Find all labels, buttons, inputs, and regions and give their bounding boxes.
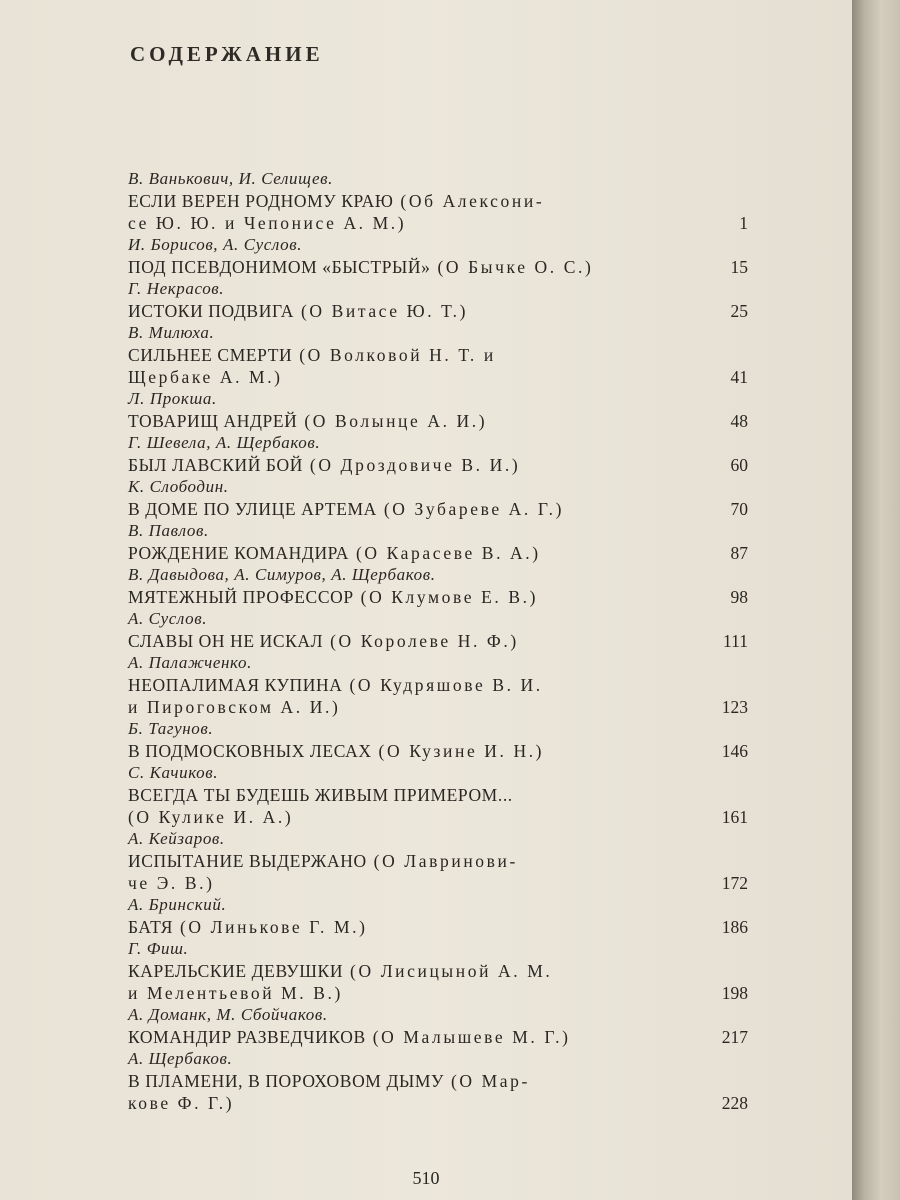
toc-entry-title: РОЖДЕНИЕ КОМАНДИРА [128, 543, 350, 563]
toc-entry-title: ИСПЫТАНИЕ ВЫДЕРЖАНО [128, 851, 367, 871]
toc-entry-title: ВСЕГДА ТЫ БУДЕШЬ ЖИВЫМ ПРИМЕРОМ... [128, 785, 513, 805]
toc-entry-title: ЕСЛИ ВЕРЕН РОДНОМУ КРАЮ [128, 191, 394, 211]
toc-entry-title: СИЛЬНЕЕ СМЕРТИ [128, 345, 293, 365]
toc-entry-title-line [128, 454, 696, 476]
toc-entry-title-row [128, 344, 748, 388]
toc-entry-title-line [128, 366, 696, 388]
toc-entry-title-line [128, 630, 696, 652]
toc-entry-author: К. Слободин. [128, 477, 229, 496]
toc-entry-author: В. Давыдова, А. Симуров, А. Щербаков. [128, 565, 436, 584]
toc-entry-page: 25 [730, 301, 748, 321]
toc-entry-title: КОМАНДИР РАЗВЕДЧИКОВ [128, 1027, 366, 1047]
toc-entry-title-row [128, 410, 748, 432]
toc-entry-title-row [128, 674, 748, 718]
toc-entry-subject: (О Зубареве А. Г.) [376, 499, 565, 519]
toc-entry-subject: и Пироговском А. И.) [128, 697, 341, 717]
toc-entry-subject: (О Бычке О. С.) [430, 257, 594, 277]
toc-entry [128, 1004, 748, 1048]
toc-entry [128, 322, 748, 388]
toc-entry-subject: (О Мар- [444, 1071, 530, 1091]
toc-entry-title-row [128, 740, 748, 762]
toc-entry [128, 828, 748, 894]
toc-entry [128, 762, 748, 828]
toc-entry-title-row [128, 300, 748, 322]
toc-entry [128, 894, 748, 938]
toc-entry-subject: (О Клумове Е. В.) [353, 587, 539, 607]
toc-entry-title-line [128, 498, 696, 520]
toc-entry-subject: че Э. В.) [128, 873, 215, 893]
toc-entry-subject: Щербаке А. М.) [128, 367, 283, 387]
toc-entry [128, 938, 748, 1004]
toc-entry-page: 48 [730, 411, 748, 431]
toc-entry-author: А. Суслов. [128, 609, 208, 628]
toc-entry-title-line [128, 256, 696, 278]
toc-entry-author: А. Бринский. [128, 895, 227, 914]
toc-entry-subject: (О Карасеве В. А.) [349, 543, 541, 563]
toc-entry-page: 161 [721, 807, 748, 827]
toc-entry-title: МЯТЕЖНЫЙ ПРОФЕССОР [128, 587, 354, 607]
toc-entry-author: А. Щербаков. [128, 1049, 233, 1068]
toc-entry-title-row [128, 498, 748, 520]
toc-entry-title-line [128, 1070, 696, 1092]
toc-entry-subject: (О Дроздовиче В. И.) [302, 455, 521, 475]
toc-entry-page: 87 [730, 543, 748, 563]
toc-entry-author: А. Доманк, М. Сбойчаков. [128, 1005, 328, 1024]
toc-entry-title-line [128, 740, 696, 762]
toc-entry-subject: (О Лисицыной А. М. [343, 961, 553, 981]
toc-entry-subject: и Мелентьевой М. В.) [128, 983, 343, 1003]
toc-entry-page: 228 [721, 1093, 748, 1113]
toc-entry-author: В. Павлов. [128, 521, 209, 540]
toc-entry-author: Г. Шевела, А. Щербаков. [128, 433, 321, 452]
toc-entry-title-line [128, 784, 696, 806]
toc-entry-page: 60 [730, 455, 748, 475]
toc-entry-author: В. Ванькович, И. Селищев. [128, 169, 333, 188]
toc-entry-title-line [128, 190, 696, 212]
page-heading: СОДЕРЖАНИЕ [130, 42, 324, 66]
toc-entry-title-line [128, 300, 696, 322]
toc-entry [128, 388, 748, 432]
book-spine-shadow [852, 0, 900, 1200]
toc-entry-title-row [128, 256, 748, 278]
page-number: 510 [412, 1168, 440, 1188]
toc-entry-title-line [128, 542, 696, 564]
toc-entry-title-line [128, 872, 696, 894]
toc-entry-title-line [128, 960, 696, 982]
toc-entry-title: В ПОДМОСКОВНЫХ ЛЕСАХ [128, 741, 372, 761]
toc-entry-subject: (О Линькове Г. М.) [173, 917, 368, 937]
toc-entry-page: 186 [721, 917, 748, 937]
toc-entry-title-row [128, 630, 748, 652]
toc-entry-title-row [128, 586, 748, 608]
toc-entry-title-line [128, 916, 696, 938]
toc-entry-author: Г. Фиш. [128, 939, 189, 958]
toc-entry-page: 41 [730, 367, 748, 387]
toc-entry-title-line [128, 1026, 696, 1048]
toc-entry-author: А. Кейзаров. [128, 829, 225, 848]
toc-entry [128, 168, 748, 234]
toc-entry-subject: (О Кузине И. Н.) [371, 741, 545, 761]
toc-entry-title: СЛАВЫ ОН НЕ ИСКАЛ [128, 631, 324, 651]
toc-entry-subject: (О Волынце А. И.) [297, 411, 488, 431]
toc-entry [128, 718, 748, 762]
toc-entry-title: ТОВАРИЩ АНДРЕЙ [128, 411, 298, 431]
toc-entry-author: С. Качиков. [128, 763, 219, 782]
toc-entry [128, 652, 748, 718]
toc-entry [128, 608, 748, 652]
toc-entry [128, 278, 748, 322]
toc-entry-author: Л. Прокша. [128, 389, 217, 408]
toc-entry-title-row [128, 542, 748, 564]
toc-entry-author: Г. Некрасов. [128, 279, 225, 298]
toc-entry-title-line [128, 982, 696, 1004]
toc-entry-page: 217 [721, 1027, 748, 1047]
toc-entry-title-line [128, 586, 696, 608]
toc-entry-subject: се Ю. Ю. и Чепонисе А. М.) [128, 213, 407, 233]
toc-entry-title-line [128, 696, 696, 718]
toc-entry [128, 564, 748, 608]
toc-entry-title-line [128, 674, 696, 696]
toc-entry-title-line [128, 410, 696, 432]
toc-entry-page: 111 [723, 631, 748, 651]
toc-entry-page: 98 [730, 587, 748, 607]
toc-entry-title-line [128, 212, 696, 234]
toc-entry-page: 198 [721, 983, 748, 1003]
toc-entry-subject: (О Лавринови- [366, 851, 518, 871]
toc-entry-subject: (О Волковой Н. Т. и [292, 345, 496, 365]
toc-entry-title-row [128, 190, 748, 234]
toc-entry-title-line [128, 850, 696, 872]
toc-entry-title: ИСТОКИ ПОДВИГА [128, 301, 294, 321]
toc-entry-title-row [128, 916, 748, 938]
toc-entry-title-line [128, 806, 696, 828]
toc-entry [128, 1048, 748, 1114]
toc-entry-title-row [128, 1026, 748, 1048]
toc-entry-title-row [128, 784, 748, 828]
toc-entry-page: 146 [721, 741, 748, 761]
toc-entry-title: НЕОПАЛИМАЯ КУПИНА [128, 675, 343, 695]
toc-entry-subject: (О Витасе Ю. Т.) [294, 301, 469, 321]
toc-entry-title-row [128, 454, 748, 476]
toc-entry-subject: (О Малышеве М. Г.) [365, 1027, 571, 1047]
toc-entry-page: 172 [721, 873, 748, 893]
toc-entry-title: ПОД ПСЕВДОНИМОМ «БЫСТРЫЙ» [128, 257, 431, 277]
toc-entry-author: А. Палажченко. [128, 653, 252, 672]
toc-entry-page: 70 [730, 499, 748, 519]
toc-entry-author: И. Борисов, А. Суслов. [128, 235, 303, 254]
table-of-contents [128, 168, 748, 1114]
toc-entry-title-line [128, 344, 696, 366]
toc-entry-subject: (О Кудряшове В. И. [342, 675, 543, 695]
toc-entry-author: Б. Тагунов. [128, 719, 214, 738]
toc-entry-title: КАРЕЛЬСКИЕ ДЕВУШКИ [128, 961, 344, 981]
toc-entry-subject: (О Кулике И. А.) [128, 807, 294, 827]
toc-entry-subject: кове Ф. Г.) [128, 1093, 235, 1113]
toc-entry-title: В ДОМЕ ПО УЛИЦЕ АРТЕМА [128, 499, 377, 519]
toc-entry-page: 1 [739, 213, 748, 233]
toc-entry-page: 15 [730, 257, 748, 277]
toc-entry [128, 234, 748, 278]
toc-entry-title: БАТЯ [128, 917, 174, 937]
toc-entry-subject: (Об Алексони- [393, 191, 545, 211]
toc-entry-subject: (О Королеве Н. Ф.) [323, 631, 519, 651]
toc-entry-title-row [128, 850, 748, 894]
toc-entry [128, 432, 748, 476]
toc-entry-title-line [128, 1092, 696, 1114]
toc-entry-title-row [128, 960, 748, 1004]
toc-entry-page: 123 [721, 697, 748, 717]
toc-entry-title-row [128, 1070, 748, 1114]
toc-entry-title: В ПЛАМЕНИ, В ПОРОХОВОМ ДЫМУ [128, 1071, 444, 1091]
toc-entry [128, 476, 748, 520]
toc-entry [128, 520, 748, 564]
toc-entry-title: БЫЛ ЛАВСКИЙ БОЙ [128, 455, 303, 475]
toc-entry-author: В. Милюха. [128, 323, 215, 342]
